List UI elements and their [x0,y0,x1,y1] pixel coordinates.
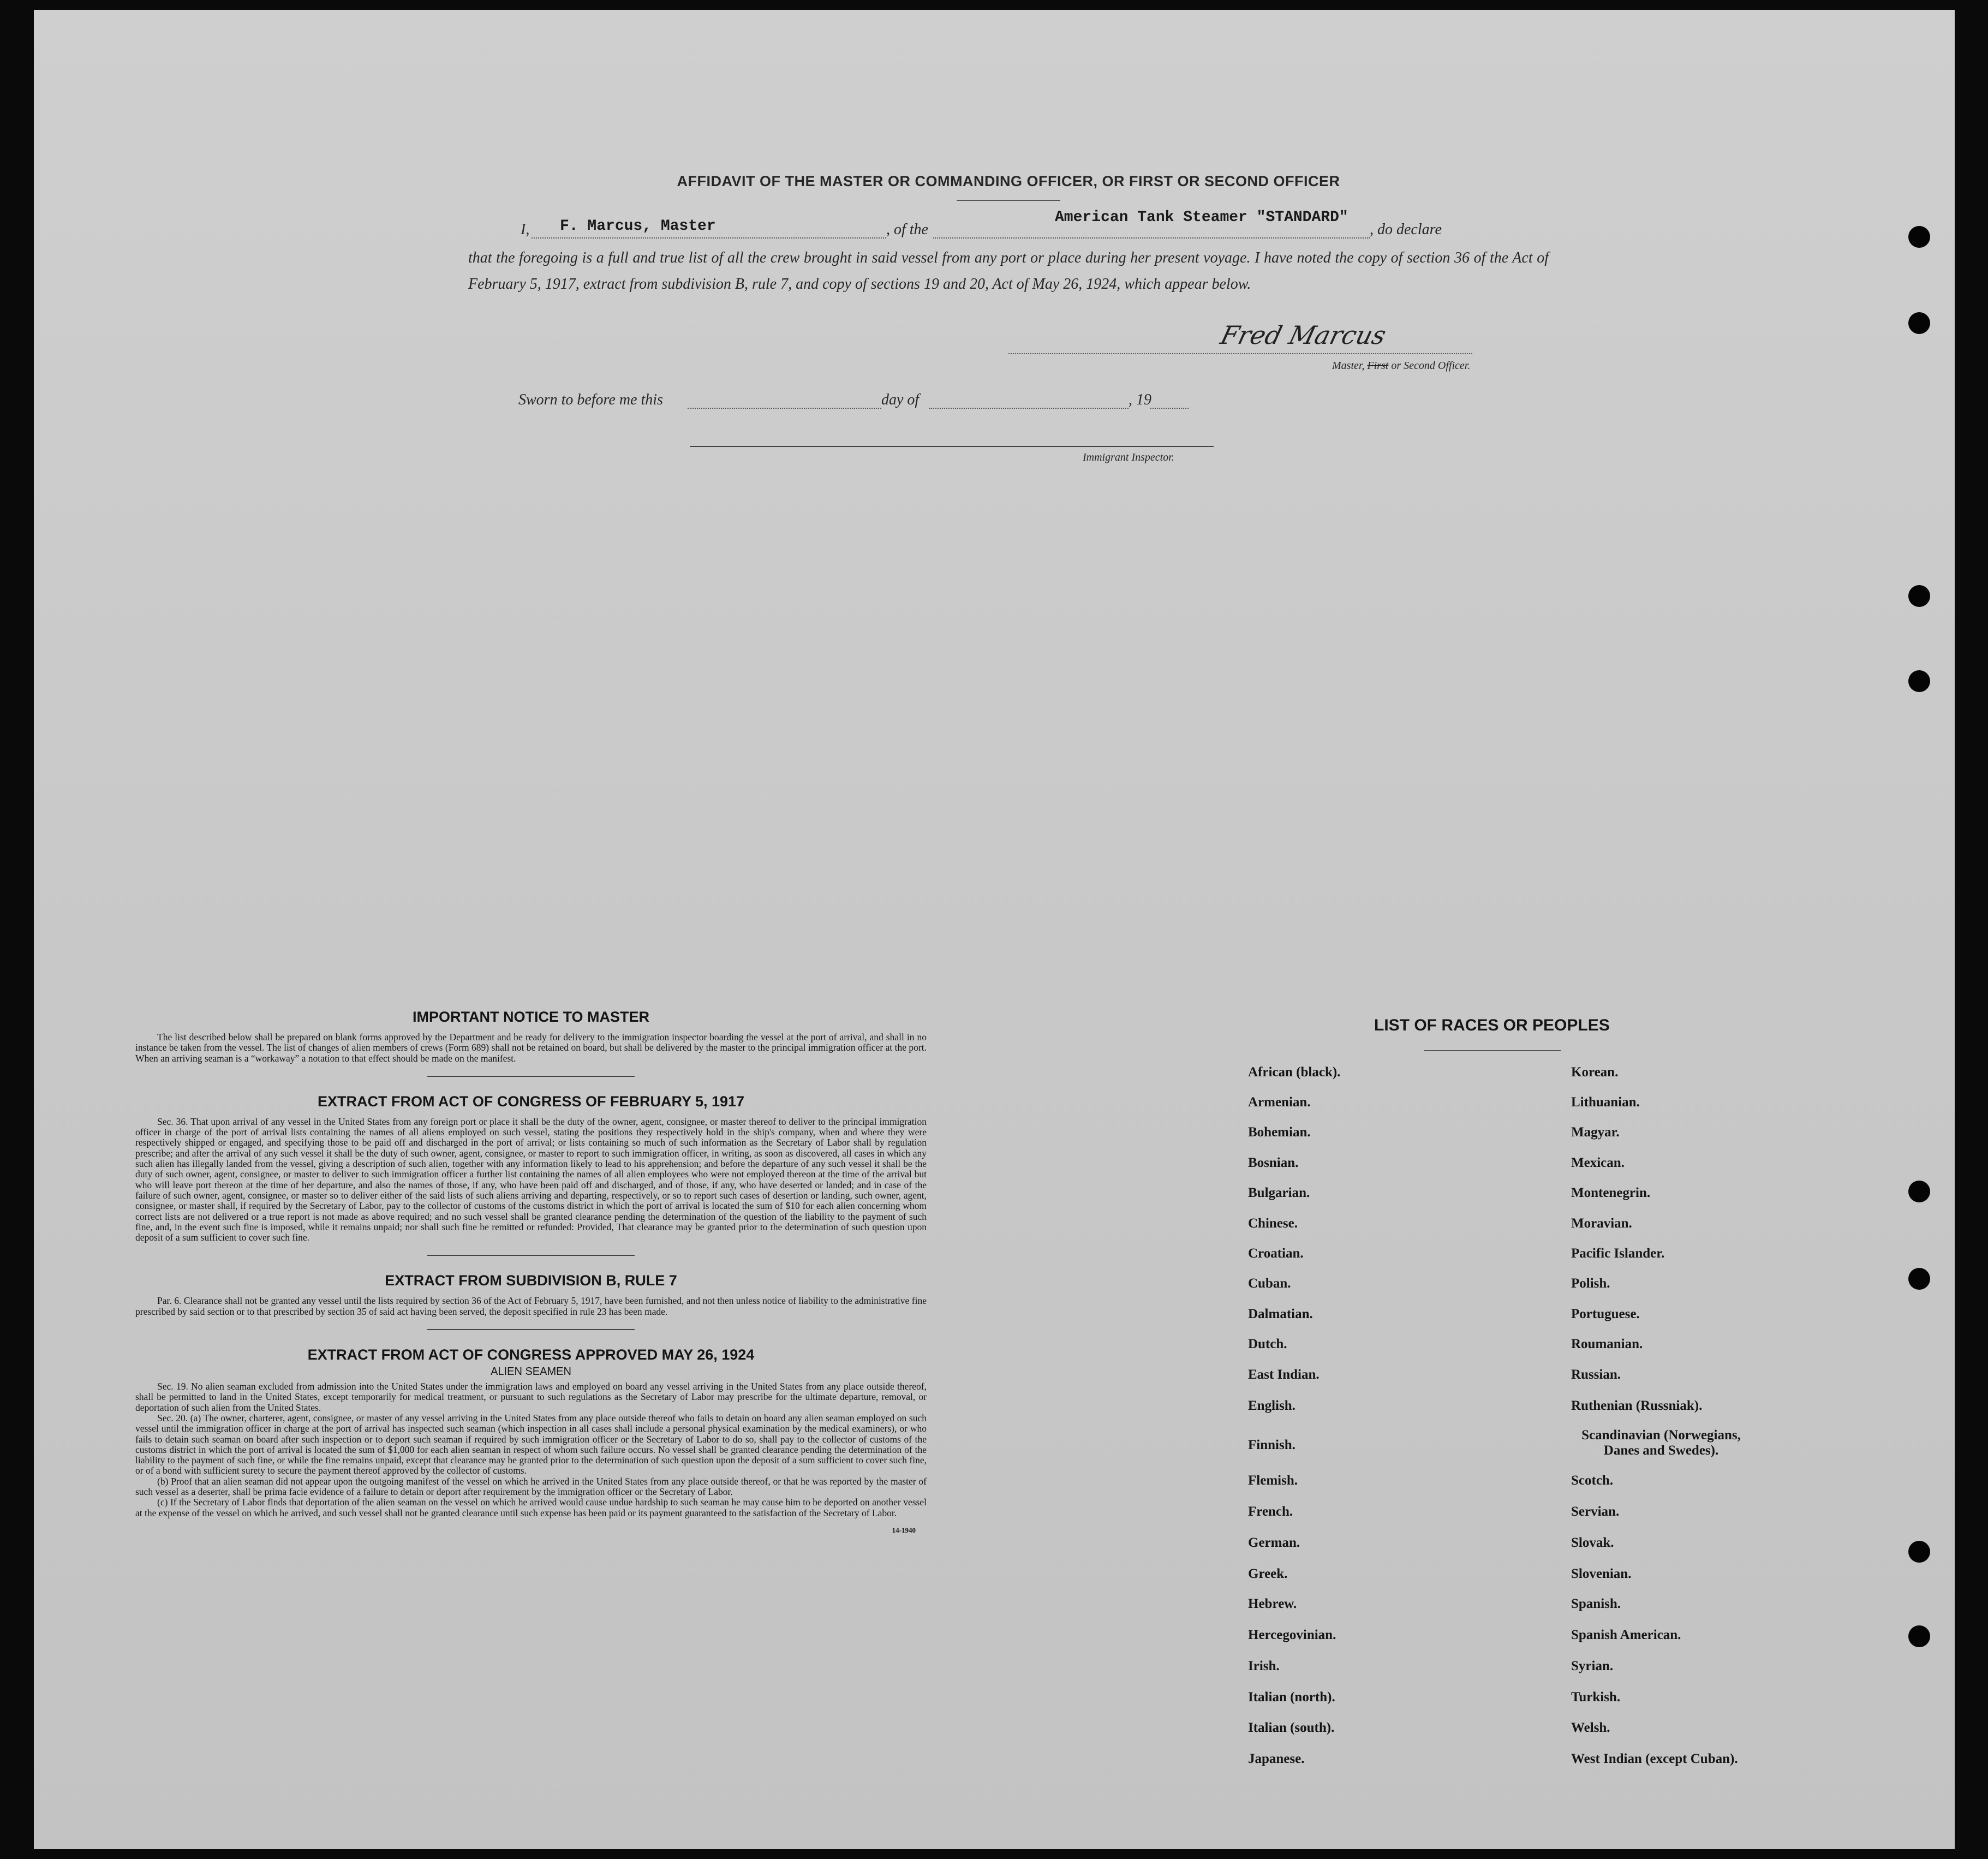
title-divider [957,200,1060,201]
declaration-statement: that the foregoing is a full and true list of all the crew brought in said vessel from any port or place during her present voyage. I have noted the copy of section 36 of the Act of February 5, 1917, extract from subdivision B, rule 7, and copy of sections 19 and 20, Act of May 26, 1924, which appear below. [468,249,1549,293]
par6-text: Par. 6. Clearance shall not be granted any vessel until the lists required by section 36 of the Act of February 5, 1917, have been furnished, and not then unless notice of liability to the administrative fine prescribed by said section or to that prescribed by section 35 of said act having been served, the deposit specified in rule 23 has been made. [135,1295,927,1317]
race-item: Bohemian. [1248,1125,1311,1140]
race-item: Armenian. [1248,1095,1311,1110]
race-item: Russian. [1571,1367,1621,1382]
sec20c-text: (c) If the Secretary of Labor finds that deportation of the alien seaman on the vessel on which he arrived would cause undue hardship to such seaman he may cause him to be deported on another vessel at the expense of the vessel on which he arrived, and such vessel shall not be granted clearance until such expense has been paid or its payment guaranteed to the satisfaction of the Secretary of Labor. [135,1497,927,1518]
affidavit-title: AFFIDAVIT OF THE MASTER OR COMMANDING OFFICER, OR FIRST OR SECOND OFFICER [677,173,1340,189]
race-item: West Indian (except Cuban). [1571,1751,1738,1766]
binder-hole [1908,585,1930,607]
races-divider [1424,1050,1561,1051]
race-item: Mexican. [1571,1155,1625,1170]
do-declare-label: , do declare [1370,221,1442,238]
race-item: Chinese. [1248,1216,1298,1231]
sec19-text: Sec. 19. No alien seaman excluded from admission into the United States under the immigration laws and employed on board any vessel arriving in the United States from any place outside thereof, shall be permitted to land in the United States, except temporarily for medical treatment, or pursuant to such regulations as the Secretary of Labor may prescribe for the ultimate departure, removal, or deportation of such alien from the United States. [135,1381,927,1413]
sec20b-text: (b) Proof that an alien seaman did not appear upon the outgoing manifest of the vessel on which he arrived in the United States from any place outside thereof, or that he was reported by the master of such vessel as a deserter, shall be prima facie evidence of a failure to detain or deport after requirement by the immigration officer or the Secretary of Labor. [135,1475,927,1498]
race-item: Irish. [1248,1659,1280,1673]
race-item: English. [1248,1398,1296,1413]
race-item: Polish. [1571,1276,1610,1291]
day-of-label: day of [881,391,920,408]
race-item: African (black). [1248,1065,1341,1080]
race-item: Scandinavian (Norwegians, Danes and Swedes). [1581,1428,1741,1458]
race-item: Slovenian. [1571,1566,1632,1581]
race-item: Spanish American. [1571,1628,1681,1642]
race-item: Moravian. [1571,1216,1632,1231]
vessel-name: American Tank Steamer "STANDARD" [1055,209,1348,226]
binder-hole [1908,312,1930,334]
race-item: East Indian. [1248,1367,1320,1382]
inspector-signature-line [690,430,1214,447]
race-item: Cuban. [1248,1276,1291,1291]
race-item: Flemish. [1248,1473,1298,1488]
binder-hole [1908,1268,1930,1290]
race-item: French. [1248,1504,1293,1519]
i-label: I, [521,221,530,238]
race-item: Scotch. [1571,1473,1614,1488]
master-name: F. Marcus, Master [560,218,716,235]
affidavit-section [468,173,1549,463]
race-item: Syrian. [1571,1659,1614,1673]
race-item: Montenegrin. [1571,1185,1651,1200]
declaration-line [468,209,1549,243]
notice-section [135,1009,927,1535]
race-item: Croatian. [1248,1246,1304,1261]
race-item: Bulgarian. [1248,1185,1310,1200]
sworn-label: Sworn to before me this [518,391,663,408]
signer-caption: Master, First or Second Officer. [1332,360,1471,372]
races-title: LIST OF RACES OR PEOPLES [1374,1016,1610,1034]
race-item: Hercegovinian. [1248,1628,1336,1642]
race-item: Roumanian. [1571,1337,1643,1351]
sworn-month-field [929,391,1129,409]
race-item: Spanish. [1571,1596,1621,1611]
binder-hole [1908,670,1930,692]
race-item: Finnish. [1248,1438,1296,1452]
sworn-year-field [1150,391,1189,409]
sec36-text: Sec. 36. That upon arrival of any vessel in the United States from any foreign port or place it shall be the duty of the owner, agent, consignee, or master thereof to deliver to the principal immigration officer in charge of the port of arrival lists containing the names of all aliens employed on such vessel, stating the positions they respectively hold in the ship's company, when and where they were respectively shipped or engaged, and specifying those to be paid off and discharged in the port of arrival; or lists containing so much of such information as the Secretary of Labor shall by regulation prescribe; and after the arrival of any such vessel it shall be the duty of such owner, agent, consignee, or master to report to such immigration officer, in writing, as soon as discovered, all cases in which any such alien has illegally landed from the vessel, giving a description of such alien, together with any information likely to lead to his apprehension; and before the departure of any such vessel it shall be the duty of such owner, agent, consignee, or master to deliver to such immigration officer a further list containing the names of all alien employees who were not employed thereon at the time of the arrival but who will leave port thereon at the time of her departure, and also the names of those, if any, who have been paid off and discharged, and of those, if any, who have deserted or landed; and in case of the failure of such owner, agent, consignee, or master so to deliver either of the said lists of such aliens arriving and departing, respectively, or so to report such cases of desertion or landing, such owner, agent, consignee, or master shall, if required by the Secretary of Labor, pay to the collector of customs of the customs district in which the port of arrival is located the sum of $10 for each alien concerning whom correct lists are not delivered or a true report is not made as above required; and no such vessel shall be granted clearance pending the determination of the question of the liability to the payment of such fine, and, in the event such fine is imposed, while it remains unpaid; nor shall such fine be remitted or refunded: Provided, That clearance may be granted prior to the determination of such question upon deposit of a sum sufficient to cover such fine. [135,1116,927,1243]
of-the-label: , of the [886,221,928,238]
binder-hole [1908,1625,1930,1647]
race-item: Greek. [1248,1566,1288,1581]
race-item: Dutch. [1248,1337,1287,1351]
race-item: Welsh. [1571,1720,1610,1735]
binder-hole [1908,1181,1930,1202]
extract3-subtitle: ALIEN SEAMEN [491,1366,571,1378]
sworn-line [468,391,1549,413]
binder-hole [1908,1541,1930,1563]
year-label: , 19 [1129,391,1151,408]
extract3-title: EXTRACT FROM ACT OF CONGRESS APPROVED MAY 26, 1924 [307,1346,755,1363]
race-item: Bosnian. [1248,1155,1299,1170]
race-item: Italian (south). [1248,1720,1335,1735]
race-item: Portuguese. [1571,1307,1640,1321]
race-item: Servian. [1571,1504,1620,1519]
section-divider [427,1255,635,1256]
master-signature: Fred Marcus [1217,320,1389,350]
race-item: Turkish. [1571,1690,1621,1705]
extract1-title: EXTRACT FROM ACT OF CONGRESS OF FEBRUARY 5, 1917 [317,1093,745,1110]
race-item: Ruthenian (Russniak). [1571,1398,1703,1413]
extract2-title: EXTRACT FROM SUBDIVISION B, RULE 7 [385,1272,677,1289]
notice-title: IMPORTANT NOTICE TO MASTER [413,1009,649,1025]
race-item: Slovak. [1571,1535,1614,1550]
sworn-day-field [688,391,881,409]
signature-line [1008,337,1472,354]
race-item: Pacific Islander. [1571,1246,1665,1261]
inspector-caption: Immigrant Inspector. [1083,451,1174,463]
race-item: Magyar. [1571,1125,1620,1140]
race-item: Korean. [1571,1065,1619,1080]
race-item: Hebrew. [1248,1596,1297,1611]
section-divider [427,1329,635,1330]
race-item: Japanese. [1248,1751,1305,1766]
sec20a-text: Sec. 20. (a) The owner, charterer, agent, consignee, or master of any vessel arriving in the United States from any place outside thereof who fails to detain on board any alien seaman employed on such vessel until the immigration officer in charge at the port of arrival has inspected such seaman (which inspection in all cases shall include a personal physical examination by the medical examiners), or who fails to detain such seaman on board after such inspection or to deport such seaman if required by such immigration officer or the Secretary of Labor to do so, shall pay to the collector of customs of the customs district in which the port of arrival is located the sum of $1,000 for each alien seaman in respect of whom such failure occurs. No vessel shall be granted clearance pending the determination of the liability to the payment of such fine, or while the fine remains unpaid, except that clearance may be granted prior to the determination of such question upon the deposit of a sum sufficient to cover such fine, or of a bond with sufficient surety to secure the payment thereof approved by the collector of customs. [135,1412,927,1476]
form-number: 14-1940 [892,1526,916,1534]
race-item: Dalmatian. [1248,1307,1313,1321]
notice-text: The list described below shall be prepared on blank forms approved by the Department and be ready for delivery to the immigration inspector boarding the vessel at the port of arrival, and shall in no instance be taken from the vessel. The list of changes of alien members of crews (Form 689) shall not be retained on board, but shall be delivered by the master to the principal immigration officer at the port. When an arriving seaman is a “workaway” a notation to that effect should be made on the manifest. [135,1032,927,1064]
binder-hole [1908,226,1930,248]
race-item: Lithuanian. [1571,1095,1640,1110]
race-item: Italian (north). [1248,1690,1335,1705]
section-divider [427,1076,635,1077]
race-item: German. [1248,1535,1300,1550]
